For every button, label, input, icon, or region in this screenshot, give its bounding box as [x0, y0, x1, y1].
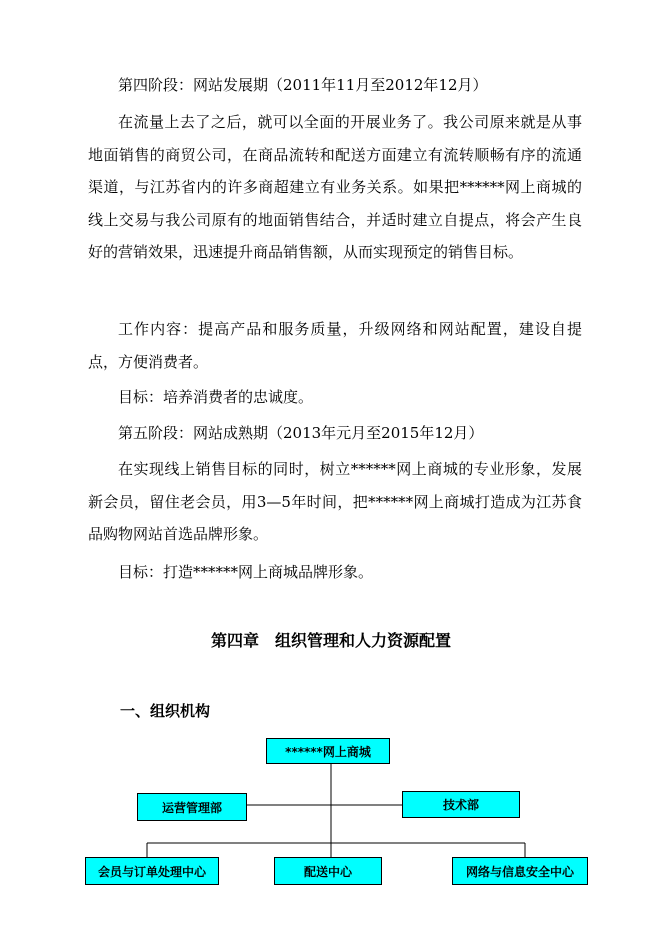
org-box-delivery: 配送中心	[274, 857, 382, 885]
paragraph-stage-four-detail: 在流量上去了之后，就可以全面的开展业务了。我公司原来就是从事地面销售的商贸公司，在商品流转和配送方面建立有流转顺畅有序的流通渠道，与江苏省内的许多商超建立有业务关系。如果把******网上商城的线上交易与我公司原有的地面销售结合，并适时建立自提点，将会产生良好的营销效果，迅速提升商品销售额，从而实现预定的销售目标。	[88, 113, 582, 261]
paragraph-goal-loyalty: 目标：培养消费者的忠诚度。	[118, 388, 314, 406]
paragraph-stage-five-detail: 在实现线上销售目标的同时，树立******网上商城的专业形象，发展新会员，留住老会员，用3—5年时间，把******网上商城打造成为江苏食品购物网站首选品牌形象。	[88, 460, 582, 543]
chapter-title: 第四章 组织管理和人力资源配置	[210, 631, 451, 650]
org-box-operations: 运营管理部	[137, 793, 247, 821]
org-box-network-security: 网络与信息安全中心	[452, 857, 588, 885]
paragraph-stage-five: 第五阶段：网站成熟期（2013年元月至2015年12月）	[118, 424, 484, 442]
paragraph-work-content: 工作内容：提高产品和服务质量，升级网络和网站配置，建设自提点，方便消费者。	[88, 320, 582, 371]
org-box-member-order: 会员与订单处理中心	[85, 857, 219, 885]
section-title: 一、组织机构	[120, 702, 211, 720]
org-box-technology: 技术部	[402, 791, 520, 818]
org-box-root: ******网上商城	[266, 738, 390, 764]
paragraph-goal-brand: 目标：打造******网上商城品牌形象。	[118, 563, 374, 581]
paragraph-stage-four: 第四阶段：网站发展期（2011年11月至2012年12月）	[118, 76, 488, 94]
